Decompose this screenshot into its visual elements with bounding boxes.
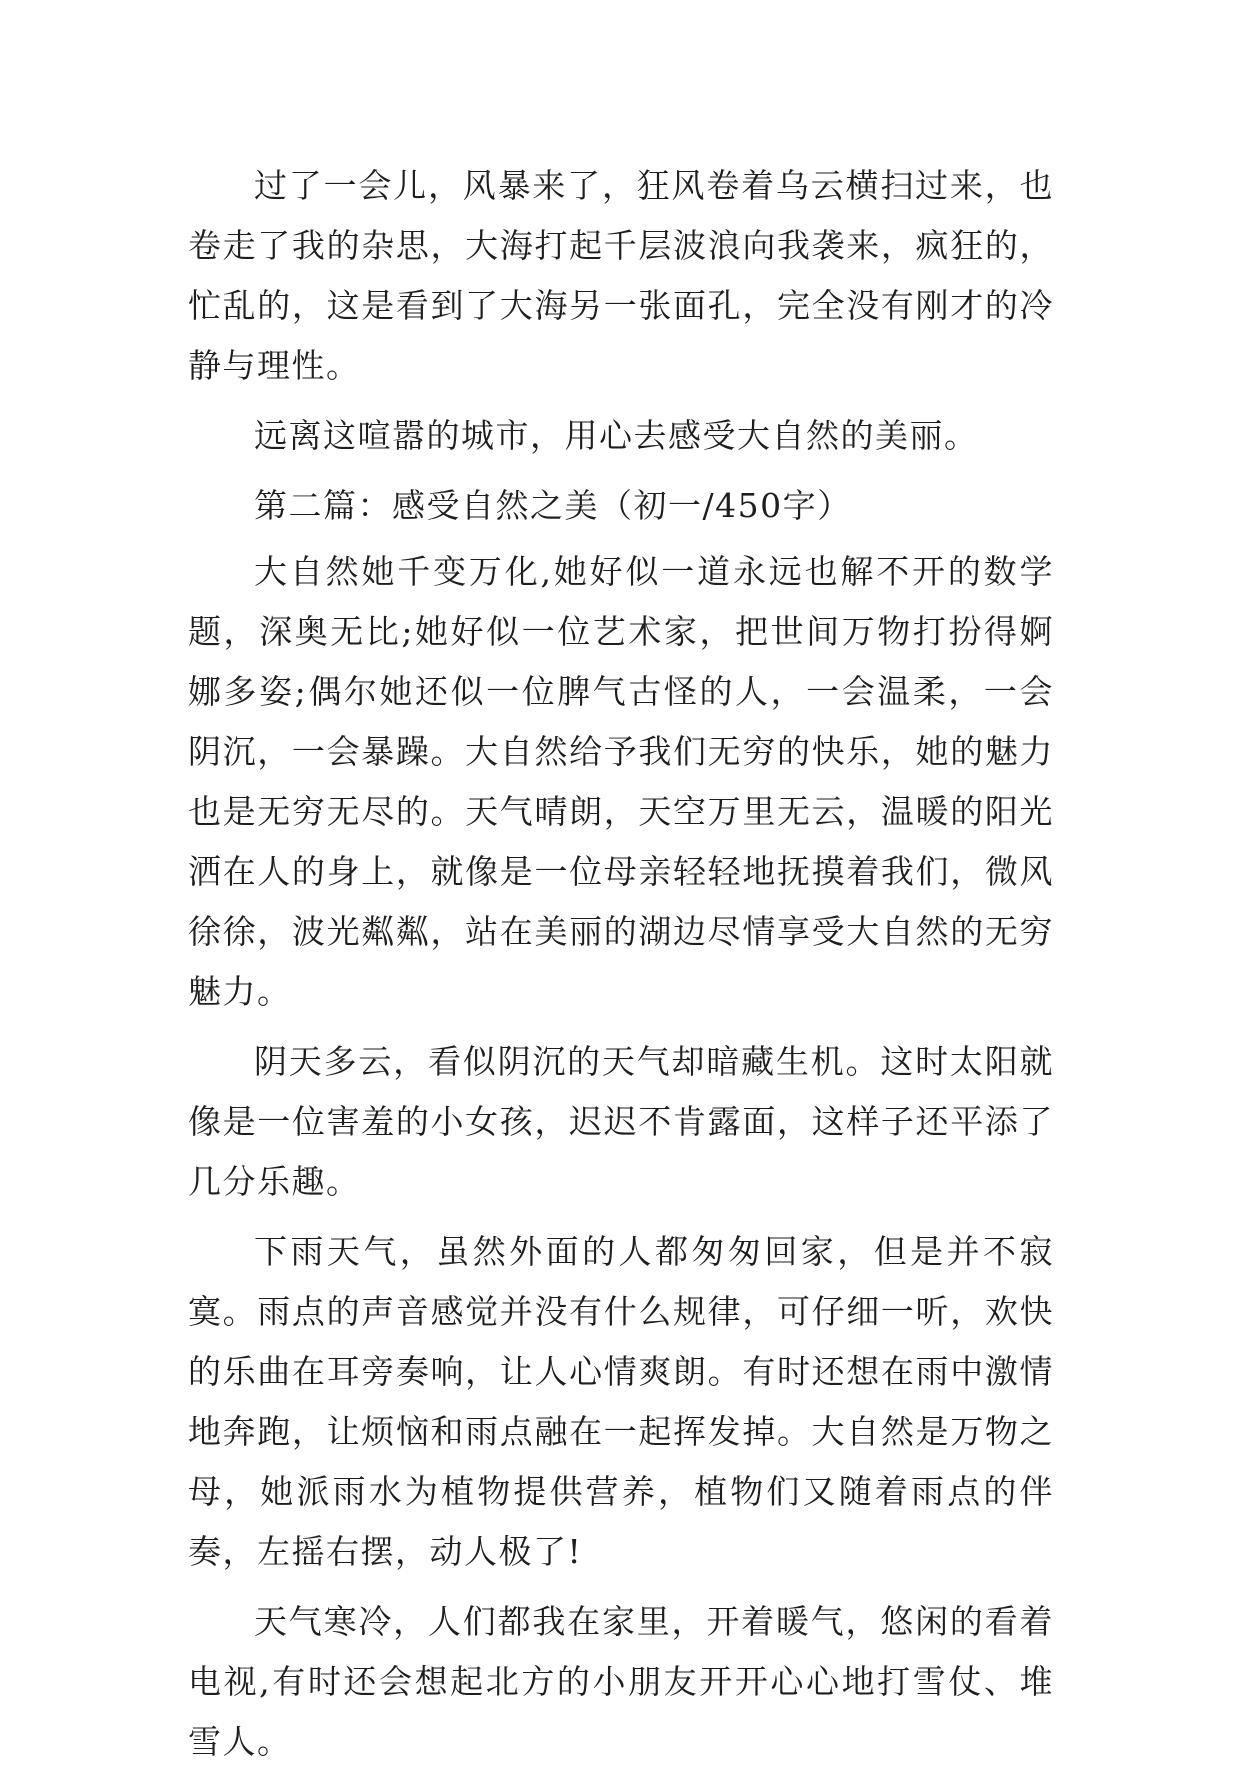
paragraph-cold: 天气寒冷，人们都我在家里，开着暖气，悠闲的看着电视,有时还会想起北方的小朋友开开心心地打雪仗、堆雪人。 <box>188 1602 1054 1761</box>
paragraph-rainy: 下雨天气，虽然外面的人都匆匆回家，但是并不寂寞。雨点的声音感觉并没有什么规律，可仔细一听，欢快的乐曲在耳旁奏响，让人心情爽朗。有时还想在雨中激情地奔跑，让烦恼和雨点融在一起挥发掉。大自然是万物之母，她派雨水为植物提供营养，植物们又随着雨点的伴奏，左摇右摆，动人极了! <box>188 1232 1054 1571</box>
section-heading: 第二篇：感受自然之美（初一/450字） <box>254 486 852 525</box>
paragraph-cloudy: 阴天多云，看似阴沉的天气却暗藏生机。这时太阳就像是一位害羞的小女孩，迟迟不肯露面，这样子还平添了几分乐趣。 <box>188 1042 1054 1201</box>
document-body <box>188 156 1054 1782</box>
paragraph-nature-intro: 大自然她千变万化,她好似一道永远也解不开的数学题，深奥无比;她好似一位艺术家，把世间万物打扮得婀娜多姿;偶尔她还似一位脾气古怪的人，一会温柔，一会阴沉，一会暴躁。大自然给予我们无穷的快乐，她的魅力也是无穷无尽的。天气晴朗，天空万里无云，温暖的阳光洒在人的身上，就像是一位母亲轻轻地抚摸着我们，微风徐徐，波光粼粼，站在美丽的湖边尽情享受大自然的无穷魅力。 <box>188 552 1054 1011</box>
paragraph-storm: 过了一会儿，风暴来了，狂风卷着乌云横扫过来，也卷走了我的杂思，大海打起千层波浪向我袭来，疯狂的，忙乱的，这是看到了大海另一张面孔，完全没有刚才的冷静与理性。 <box>188 166 1054 385</box>
paragraph-city: 远离这喧嚣的城市，用心去感受大自然的美丽。 <box>254 416 979 455</box>
